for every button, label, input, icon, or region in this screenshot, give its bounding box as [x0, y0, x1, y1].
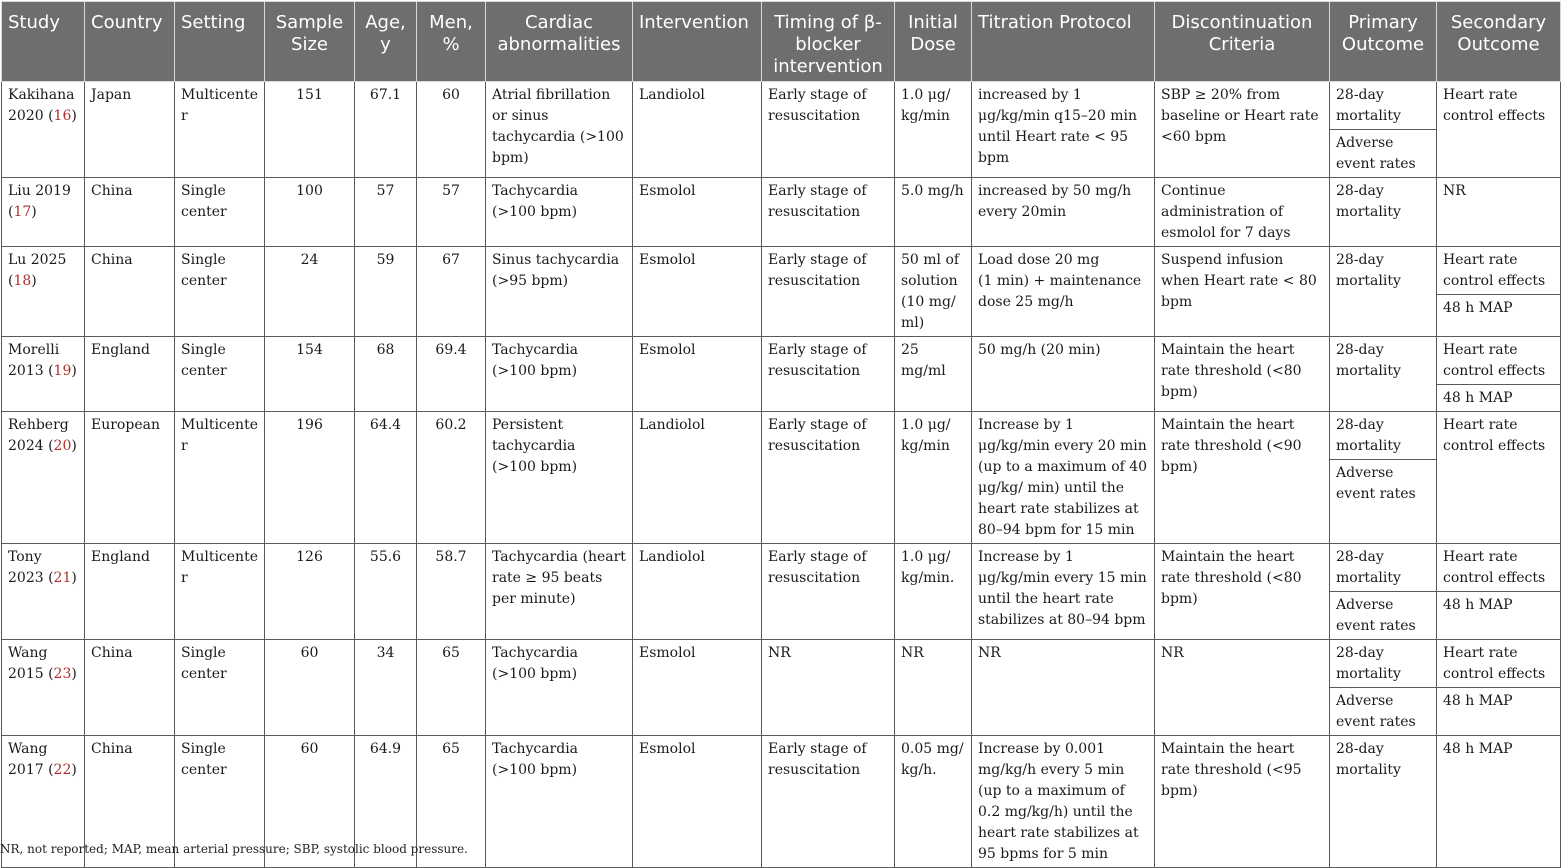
close-paren: ) — [31, 273, 37, 289]
close-paren: ) — [71, 570, 77, 586]
table-row — [2, 544, 1561, 640]
header-age: Age, y — [355, 2, 417, 82]
cell-timing: Early stage of resuscitation — [762, 412, 895, 544]
cell-initial-dose: 1.0 μg/ kg/min — [895, 412, 972, 544]
primary-outcome-item: Adverse event rates — [1330, 687, 1436, 735]
cell-secondary-outcome — [1437, 544, 1561, 640]
secondary-outcome-item: Heart rate control effects — [1443, 417, 1546, 454]
cell-primary-outcome — [1330, 544, 1437, 640]
cell-initial-dose: 0.05 mg/ kg/h. — [895, 736, 972, 868]
cell-initial-dose: 1.0 μg/ kg/min. — [895, 544, 972, 640]
cell-men: 67 — [417, 247, 486, 337]
cell-country: China — [85, 640, 175, 736]
secondary-outcome-item: 48 h MAP — [1443, 741, 1513, 757]
primary-outcome-item: 28-day mortality — [1336, 549, 1401, 586]
cell-initial-dose: 5.0 mg/h — [895, 178, 972, 247]
cell-setting: Single center — [175, 247, 265, 337]
study-name: Rehberg 2024 ( — [8, 417, 69, 454]
secondary-outcome-item: Heart rate control effects — [1443, 645, 1546, 682]
cell-titration-protocol: NR — [972, 640, 1155, 736]
cell-intervention: Landiolol — [633, 544, 762, 640]
cell-titration-protocol: Increase by 0.001 mg/kg/h every 5 min (up to a maximum of 0.2 mg/kg/h) until the heart rate stabilizes at 95 bpms for 5 min — [972, 736, 1155, 868]
close-paren: ) — [71, 666, 77, 682]
table-row — [2, 640, 1561, 736]
cell-setting: Single center — [175, 640, 265, 736]
cell-secondary-outcome — [1437, 412, 1561, 544]
cell-timing: Early stage of resuscitation — [762, 337, 895, 412]
cell-sample-size: 60 — [265, 640, 355, 736]
cell-discontinuation-criteria: Maintain the heart rate threshold (<80 bpm) — [1155, 337, 1330, 412]
cell-men: 60.2 — [417, 412, 486, 544]
cell-age: 59 — [355, 247, 417, 337]
header-study: Study — [2, 2, 85, 82]
cell-setting: Multicenter — [175, 82, 265, 178]
cell-study — [2, 82, 85, 178]
cell-titration-protocol: 50 mg/h (20 min) — [972, 337, 1155, 412]
cell-secondary-outcome — [1437, 82, 1561, 178]
cell-sample-size: 24 — [265, 247, 355, 337]
reference-link[interactable]: 23 — [53, 666, 72, 682]
cell-titration-protocol: increased by 1 μg/kg/min q15–20 min until Heart rate < 95 bpm — [972, 82, 1155, 178]
study-name: Morelli 2013 ( — [8, 342, 60, 379]
reference-link[interactable]: 20 — [53, 438, 72, 454]
cell-cardiac-abnormalities: Tachycardia (heart rate ≥ 95 beats per minute) — [486, 544, 633, 640]
header-initial-dose: Initial Dose — [895, 2, 972, 82]
header-titration-protocol: Titration Protocol — [972, 2, 1155, 82]
cell-age: 64.4 — [355, 412, 417, 544]
cell-secondary-outcome — [1437, 247, 1561, 337]
secondary-outcome-item: Heart rate control effects — [1443, 252, 1546, 289]
cell-initial-dose: 50 ml of solution (10 mg/ ml) — [895, 247, 972, 337]
cell-sample-size: 151 — [265, 82, 355, 178]
cell-primary-outcome — [1330, 178, 1437, 247]
cell-primary-outcome — [1330, 337, 1437, 412]
cell-discontinuation-criteria: Maintain the heart rate threshold (<90 bpm) — [1155, 412, 1330, 544]
cell-country: China — [85, 247, 175, 337]
cell-country: European — [85, 412, 175, 544]
cell-primary-outcome — [1330, 82, 1437, 178]
cell-sample-size: 126 — [265, 544, 355, 640]
cell-discontinuation-criteria: Continue administration of esmolol for 7 days — [1155, 178, 1330, 247]
close-paren: ) — [31, 204, 37, 220]
header-discontinuation-criteria: Discontinuation Criteria — [1155, 2, 1330, 82]
primary-outcome-item: 28-day mortality — [1336, 183, 1401, 220]
cell-timing: NR — [762, 640, 895, 736]
primary-outcome-item: 28-day mortality — [1336, 417, 1401, 454]
primary-outcome-item: Adverse event rates — [1330, 459, 1436, 507]
cell-country: England — [85, 337, 175, 412]
cell-intervention: Landiolol — [633, 82, 762, 178]
primary-outcome-item: 28-day mortality — [1336, 741, 1401, 778]
header-intervention: Intervention — [633, 2, 762, 82]
table-row — [2, 337, 1561, 412]
cell-study — [2, 544, 85, 640]
cell-intervention: Landiolol — [633, 412, 762, 544]
reference-link[interactable]: 19 — [53, 363, 72, 379]
secondary-outcome-item: NR — [1443, 183, 1466, 199]
cell-country: Japan — [85, 82, 175, 178]
secondary-outcome-item: 48 h MAP — [1437, 591, 1560, 618]
header-setting: Setting — [175, 2, 265, 82]
cell-intervention: Esmolol — [633, 337, 762, 412]
secondary-outcome-item: 48 h MAP — [1437, 294, 1560, 321]
secondary-outcome-item: 48 h MAP — [1437, 384, 1560, 411]
cell-secondary-outcome — [1437, 736, 1561, 868]
primary-outcome-item: Adverse event rates — [1330, 591, 1436, 639]
cell-initial-dose: NR — [895, 640, 972, 736]
close-paren: ) — [71, 363, 77, 379]
header-men: Men, % — [417, 2, 486, 82]
cell-age: 55.6 — [355, 544, 417, 640]
header-timing: Timing of β-blocker intervention — [762, 2, 895, 82]
cell-age: 68 — [355, 337, 417, 412]
study-name: Wang 2017 ( — [8, 741, 54, 778]
study-name: Lu 2025 ( — [8, 252, 67, 289]
cell-men: 57 — [417, 178, 486, 247]
cell-study — [2, 640, 85, 736]
cell-age: 34 — [355, 640, 417, 736]
cell-cardiac-abnormalities: Tachycardia (>100 bpm) — [486, 736, 633, 868]
table-row — [2, 247, 1561, 337]
header-country: Country — [85, 2, 175, 82]
cell-cardiac-abnormalities: Tachycardia (>100 bpm) — [486, 337, 633, 412]
cell-discontinuation-criteria: Maintain the heart rate threshold (<80 bpm) — [1155, 544, 1330, 640]
close-paren: ) — [71, 762, 77, 778]
cell-initial-dose: 1.0 μg/ kg/min — [895, 82, 972, 178]
cell-age: 67.1 — [355, 82, 417, 178]
cell-age: 64.9 — [355, 736, 417, 868]
cell-timing: Early stage of resuscitation — [762, 247, 895, 337]
cell-setting: Single center — [175, 337, 265, 412]
cell-primary-outcome — [1330, 247, 1437, 337]
cell-study — [2, 412, 85, 544]
table-row — [2, 82, 1561, 178]
cell-discontinuation-criteria: SBP ≥ 20% from baseline or Heart rate <60 bpm — [1155, 82, 1330, 178]
cell-intervention: Esmolol — [633, 247, 762, 337]
cell-sample-size: 100 — [265, 178, 355, 247]
cell-men: 69.4 — [417, 337, 486, 412]
header-row — [2, 2, 1561, 82]
primary-outcome-item: 28-day mortality — [1336, 645, 1401, 682]
cell-sample-size: 60 — [265, 736, 355, 868]
table-row — [2, 412, 1561, 544]
cell-sample-size: 154 — [265, 337, 355, 412]
cell-cardiac-abnormalities: Tachycardia (>100 bpm) — [486, 178, 633, 247]
cell-men: 65 — [417, 736, 486, 868]
cell-timing: Early stage of resuscitation — [762, 82, 895, 178]
study-name: Kakihana 2020 ( — [8, 87, 75, 124]
cell-discontinuation-criteria: NR — [1155, 640, 1330, 736]
study-characteristics-table — [1, 1, 1561, 868]
header-cardiac-abnormalities: Cardiac abnormalities — [486, 2, 633, 82]
cell-setting: Multicenter — [175, 412, 265, 544]
cell-intervention: Esmolol — [633, 736, 762, 868]
cell-primary-outcome — [1330, 412, 1437, 544]
cell-setting: Multicenter — [175, 544, 265, 640]
cell-intervention: Esmolol — [633, 178, 762, 247]
secondary-outcome-item: 48 h MAP — [1437, 687, 1560, 714]
cell-titration-protocol: Increase by 1 μg/kg/min every 15 min until the heart rate stabilizes at 80–94 bpm — [972, 544, 1155, 640]
cell-cardiac-abnormalities: Persistent tachycardia (>100 bpm) — [486, 412, 633, 544]
cell-study — [2, 337, 85, 412]
cell-initial-dose: 25 mg/ml — [895, 337, 972, 412]
cell-country: China — [85, 178, 175, 247]
primary-outcome-item: Adverse event rates — [1330, 129, 1436, 177]
primary-outcome-item: 28-day mortality — [1336, 252, 1401, 289]
cell-country: England — [85, 544, 175, 640]
cell-sample-size: 196 — [265, 412, 355, 544]
cell-age: 57 — [355, 178, 417, 247]
cell-intervention: Esmolol — [633, 640, 762, 736]
cell-setting: Single center — [175, 178, 265, 247]
header-secondary-outcome: Secondary Outcome — [1437, 2, 1561, 82]
close-paren: ) — [71, 108, 77, 124]
study-name: Liu 2019 ( — [8, 183, 71, 220]
cell-timing: Early stage of resuscitation — [762, 736, 895, 868]
secondary-outcome-item: Heart rate control effects — [1443, 87, 1546, 124]
table-row — [2, 178, 1561, 247]
cell-cardiac-abnormalities: Atrial fibrillation or sinus tachycardia (>100 bpm) — [486, 82, 633, 178]
reference-link[interactable]: 16 — [53, 108, 72, 124]
cell-secondary-outcome — [1437, 337, 1561, 412]
cell-discontinuation-criteria: Maintain the heart rate threshold (<95 bpm) — [1155, 736, 1330, 868]
cell-timing: Early stage of resuscitation — [762, 544, 895, 640]
secondary-outcome-item: Heart rate control effects — [1443, 342, 1546, 379]
header-sample-size: Sample Size — [265, 2, 355, 82]
cell-secondary-outcome — [1437, 640, 1561, 736]
study-name: Tony 2023 ( — [8, 549, 54, 586]
reference-link[interactable]: 22 — [53, 762, 72, 778]
primary-outcome-item: 28-day mortality — [1336, 87, 1401, 124]
cell-study — [2, 247, 85, 337]
reference-link[interactable]: 17 — [13, 204, 32, 220]
reference-link[interactable]: 18 — [13, 273, 32, 289]
secondary-outcome-item: Heart rate control effects — [1443, 549, 1546, 586]
cell-discontinuation-criteria: Suspend infusion when Heart rate < 80 bpm — [1155, 247, 1330, 337]
cell-study — [2, 178, 85, 247]
cell-secondary-outcome — [1437, 178, 1561, 247]
cell-men: 65 — [417, 640, 486, 736]
cell-timing: Early stage of resuscitation — [762, 178, 895, 247]
cell-titration-protocol: Load dose 20 mg (1 min) + maintenance dose 25 mg/h — [972, 247, 1155, 337]
cell-titration-protocol: Increase by 1 μg/kg/min every 20 min (up to a maximum of 40 μg/kg/ min) until the heart rate stabilizes at 80–94 bpm for 15 min — [972, 412, 1155, 544]
reference-link[interactable]: 21 — [53, 570, 72, 586]
study-name: Wang 2015 ( — [8, 645, 54, 682]
cell-men: 58.7 — [417, 544, 486, 640]
cell-country: China — [85, 736, 175, 868]
cell-cardiac-abnormalities: Sinus tachycardia (>95 bpm) — [486, 247, 633, 337]
cell-cardiac-abnormalities: Tachycardia (>100 bpm) — [486, 640, 633, 736]
cell-men: 60 — [417, 82, 486, 178]
header-primary-outcome: Primary Outcome — [1330, 2, 1437, 82]
primary-outcome-item: 28-day mortality — [1336, 342, 1401, 379]
close-paren: ) — [71, 438, 77, 454]
table-footnote: NR, not reported; MAP, mean arterial pressure; SBP, systolic blood pressure. — [0, 842, 468, 856]
cell-titration-protocol: increased by 50 mg/h every 20min — [972, 178, 1155, 247]
cell-primary-outcome — [1330, 640, 1437, 736]
cell-setting: Single center — [175, 736, 265, 868]
cell-primary-outcome — [1330, 736, 1437, 868]
